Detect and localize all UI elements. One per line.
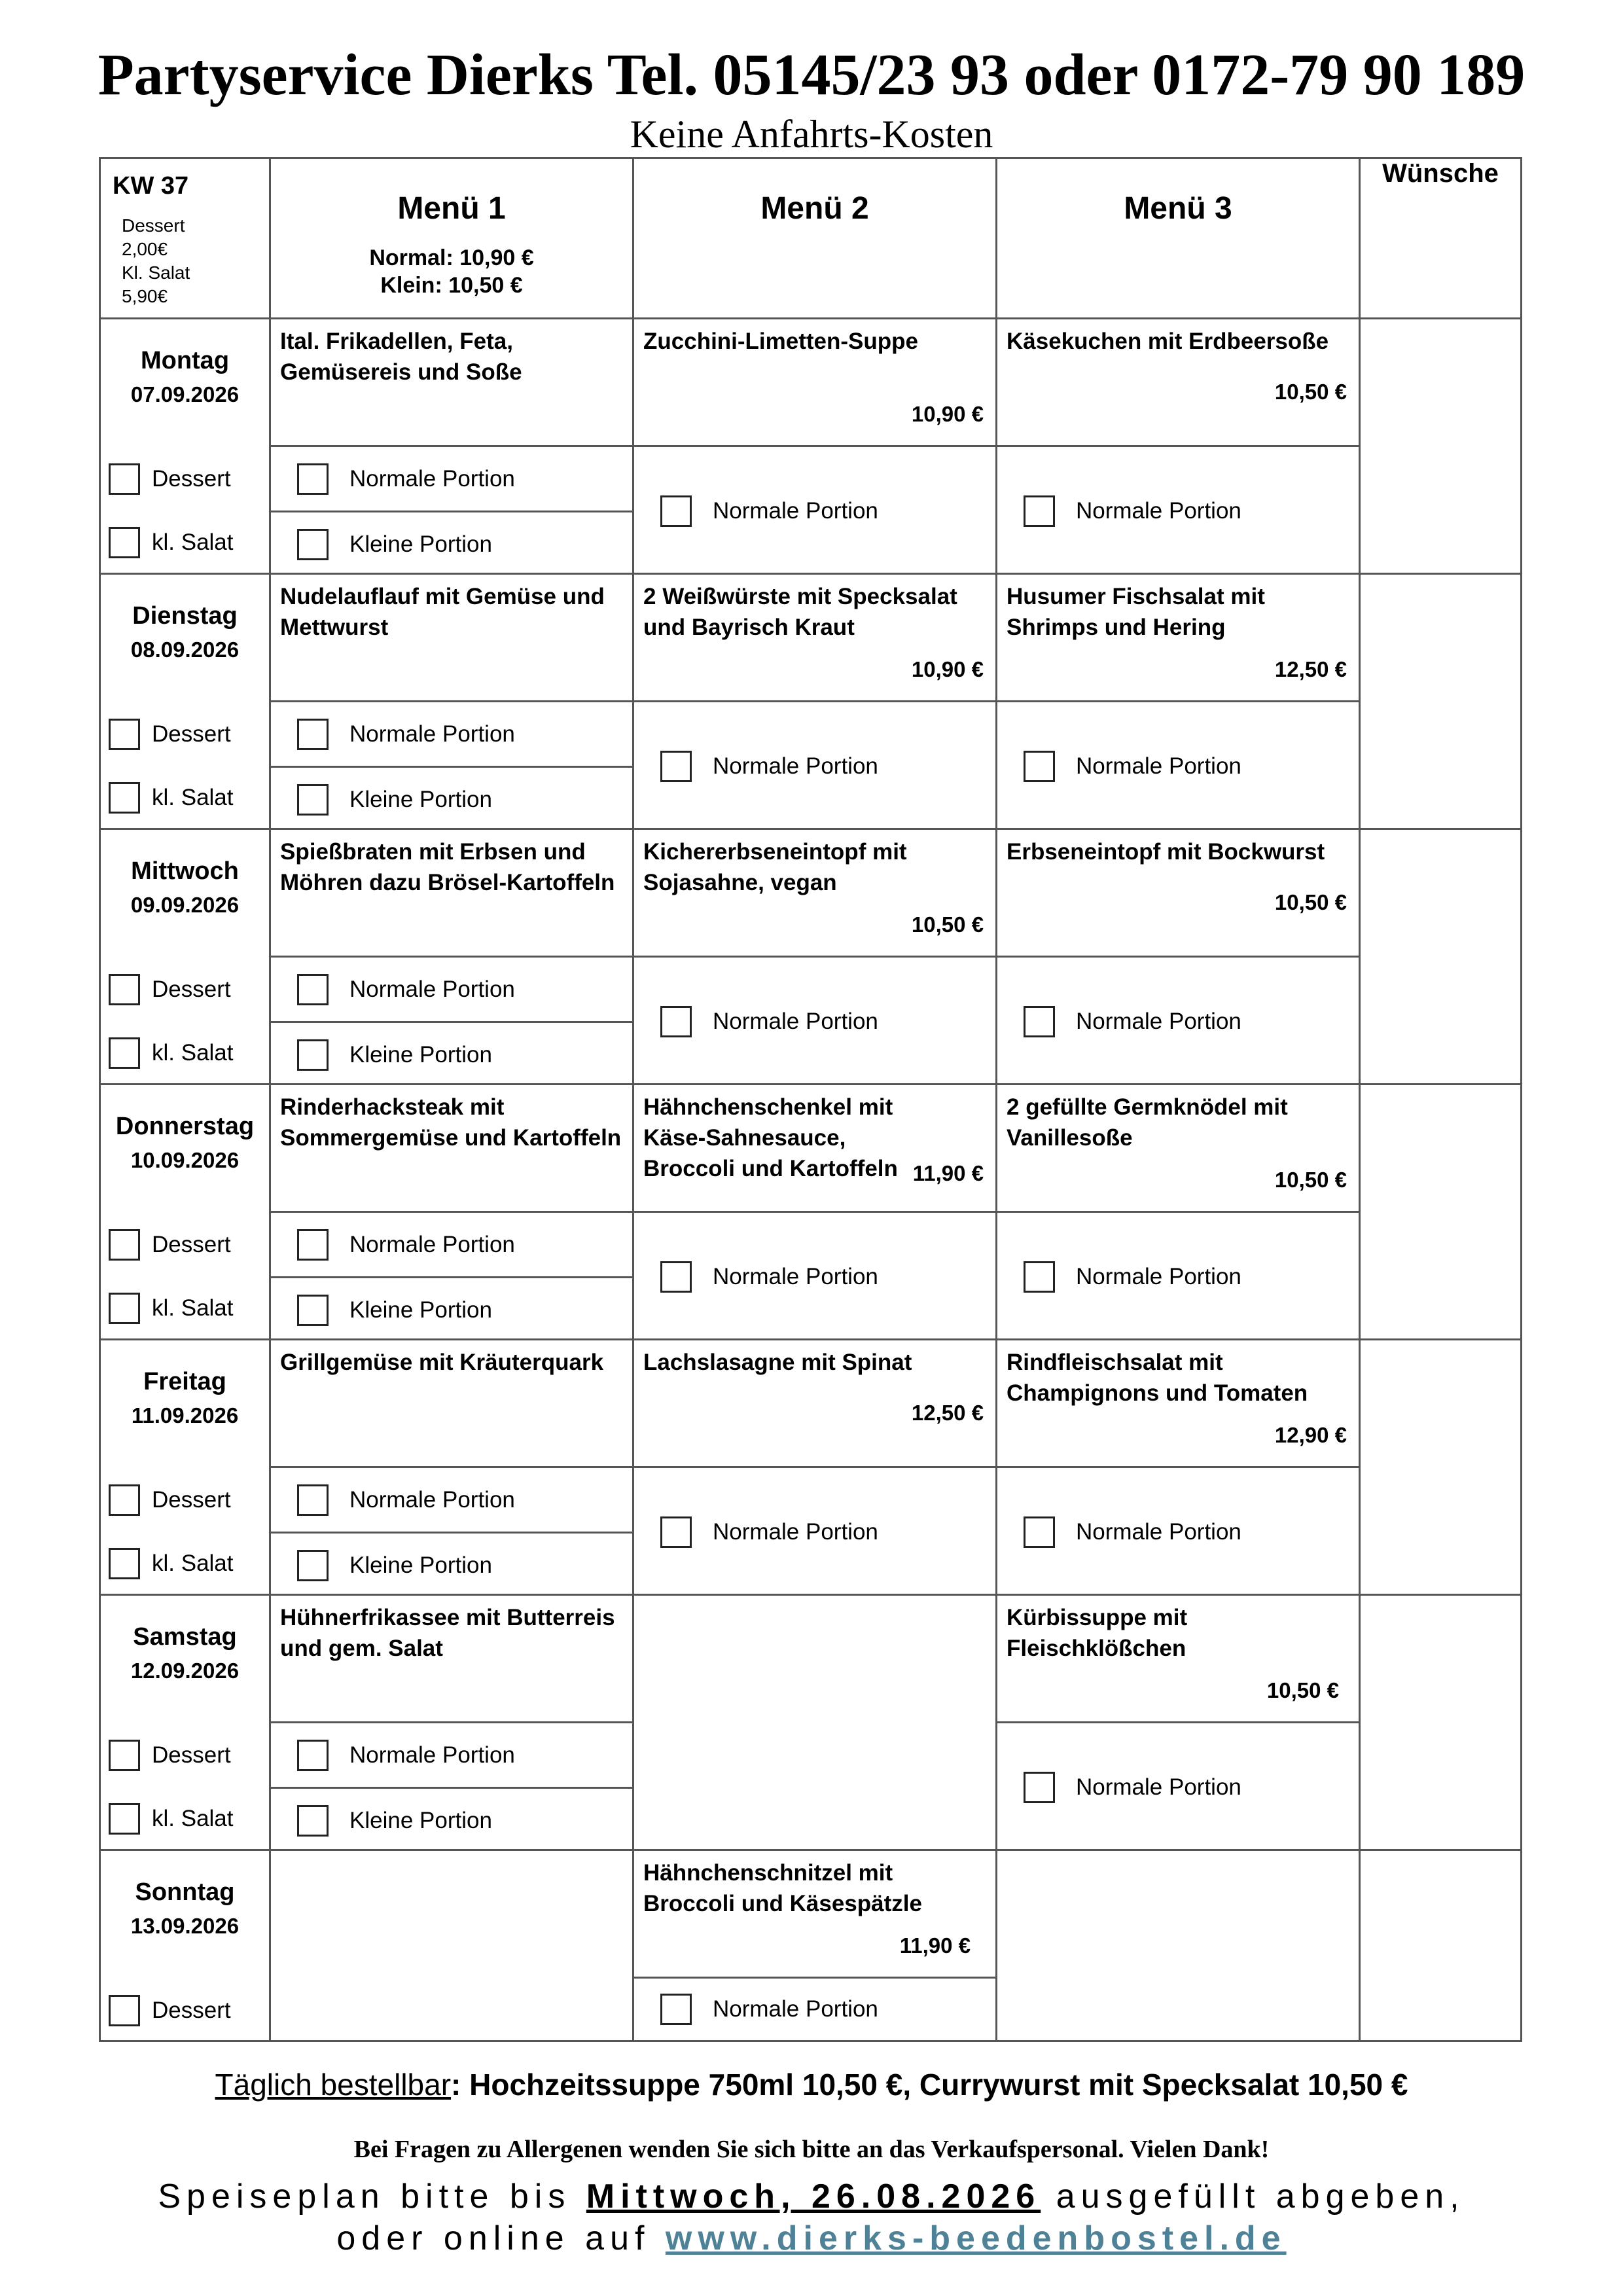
menu1-portions xyxy=(270,1212,633,1340)
dessert-checkbox[interactable] xyxy=(109,1995,140,2026)
dish-name: Spießbraten mit Erbsen und Möhren dazu Brösel-Kartoffeln xyxy=(280,839,615,895)
small-portion-option[interactable] xyxy=(271,766,632,831)
normal-portion-label: Normale Portion xyxy=(1076,1774,1241,1800)
dish-name: Rinderhacksteak mit Sommergemüse und Kartoffeln xyxy=(280,1094,622,1151)
deadline-text-before: Speiseplan bitte bis xyxy=(158,2178,571,2215)
dish-price: 10,90 € xyxy=(911,657,984,681)
normal-portion-checkbox[interactable] xyxy=(660,1006,692,1037)
day-name: Sonntag xyxy=(135,1878,235,1906)
day-options-row-montag xyxy=(100,446,1522,574)
day-row-sonntag xyxy=(100,1850,1522,1978)
dessert-option[interactable] xyxy=(101,1979,269,2042)
salad-option[interactable] xyxy=(101,766,269,829)
normal-portion-label: Normale Portion xyxy=(713,753,878,779)
salad-label: kl. Salat xyxy=(152,529,234,555)
day-options-row-mittwoch xyxy=(100,957,1522,1085)
salad-label: kl. Salat xyxy=(152,784,234,810)
dish-name: Husumer Fischsalat mit Shrimps und Hering xyxy=(1007,584,1265,640)
dessert-label: Dessert xyxy=(152,1486,231,1513)
dish-price: 10,50 € xyxy=(1274,1168,1347,1192)
normal-portion-option[interactable] xyxy=(997,702,1359,830)
day-name: Donnerstag xyxy=(115,1113,255,1140)
salad-checkbox[interactable] xyxy=(109,782,140,814)
menu1-dish xyxy=(270,829,633,957)
deadline-line xyxy=(0,2176,1623,2217)
table-header-row xyxy=(100,158,1522,319)
small-portion-label: Kleine Portion xyxy=(349,1041,492,1067)
small-portion-label: Kleine Portion xyxy=(349,1297,492,1323)
menu1-portions xyxy=(270,1723,633,1850)
normal-portion-option[interactable] xyxy=(634,1979,995,2040)
small-portion-checkbox[interactable] xyxy=(297,1039,329,1071)
dessert-checkbox[interactable] xyxy=(109,1484,140,1516)
menu2-portions xyxy=(633,446,997,574)
normal-portion-label: Normale Portion xyxy=(1076,497,1241,524)
normal-portion-option[interactable] xyxy=(634,1468,995,1596)
normal-portion-option[interactable] xyxy=(271,1468,632,1532)
normal-portion-option[interactable] xyxy=(997,447,1359,575)
small-portion-option[interactable] xyxy=(271,1787,632,1852)
small-portion-option[interactable] xyxy=(271,511,632,576)
wishes-cell[interactable] xyxy=(1360,574,1522,829)
online-text: oder online auf xyxy=(336,2219,651,2257)
day-date: 10.09.2026 xyxy=(130,1148,240,1172)
menu2-dish xyxy=(633,829,997,957)
order-instructions xyxy=(0,2176,1623,2259)
page-subtitle: Keine Anfahrts-Kosten xyxy=(630,113,993,156)
menu2-portions xyxy=(633,1212,997,1340)
dish-name: Hähnchenschenkel mit Käse-Sahnesauce, Broccoli und Kartoffeln xyxy=(643,1094,898,1181)
menu3-dish xyxy=(997,574,1360,702)
dish-name: Kürbissuppe mit Fleischklößchen xyxy=(1007,1605,1188,1661)
normal-portion-checkbox[interactable] xyxy=(297,1740,329,1771)
menu3-title: Menü 3 xyxy=(1124,191,1232,226)
wishes-cell[interactable] xyxy=(1360,829,1522,1085)
normal-portion-checkbox[interactable] xyxy=(1024,1516,1055,1548)
small-portion-option[interactable] xyxy=(271,1276,632,1342)
deadline-date: Mittwoch, 26.08.2026 xyxy=(586,2178,1041,2215)
dessert-option[interactable] xyxy=(101,958,269,1021)
menu1-prices xyxy=(271,244,632,299)
day-row-samstag xyxy=(100,1595,1522,1723)
normal-portion-label: Normale Portion xyxy=(1076,1008,1241,1034)
normal-portion-checkbox[interactable] xyxy=(1024,1261,1055,1293)
salad-label: kl. Salat xyxy=(152,1039,234,1066)
normal-portion-checkbox[interactable] xyxy=(297,1229,329,1261)
day-cell xyxy=(100,1595,270,1850)
salad-option[interactable] xyxy=(101,511,269,574)
salad-price: 5,90€ xyxy=(122,286,168,306)
menu1-title: Menü 1 xyxy=(397,191,506,226)
menu3-dish xyxy=(997,319,1360,446)
dessert-option[interactable] xyxy=(101,702,269,766)
menu2-dish xyxy=(633,1085,997,1212)
small-portion-option[interactable] xyxy=(271,1021,632,1086)
menu2-dish xyxy=(633,1340,997,1467)
dish-price: 12,90 € xyxy=(1274,1423,1347,1447)
normal-portion-option[interactable] xyxy=(271,958,632,1021)
normal-portion-label: Normale Portion xyxy=(349,465,515,492)
small-portion-checkbox[interactable] xyxy=(297,1550,329,1581)
normal-portion-label: Normale Portion xyxy=(1076,1263,1241,1289)
dish-name: 2 gefüllte Germknödel mit Vanillesoße xyxy=(1007,1094,1288,1151)
menu1-dish xyxy=(270,1595,633,1723)
normal-portion-checkbox[interactable] xyxy=(297,1484,329,1516)
normal-portion-option[interactable] xyxy=(271,1723,632,1787)
normal-portion-checkbox[interactable] xyxy=(1024,495,1055,527)
day-name: Montag xyxy=(140,347,230,374)
menu1-portions xyxy=(270,702,633,829)
dish-price: 10,50 € xyxy=(911,912,984,937)
dessert-option[interactable] xyxy=(101,447,269,511)
wishes-header: Wünsche xyxy=(1360,158,1522,319)
normal-portion-label: Normale Portion xyxy=(349,1231,515,1257)
dessert-option[interactable] xyxy=(101,1468,269,1532)
normal-portion-label: Normale Portion xyxy=(349,1742,515,1768)
salad-price-label: Kl. Salat xyxy=(122,262,190,283)
website-link[interactable]: www.dierks-beedenbostel.de xyxy=(665,2219,1287,2257)
menu2-header xyxy=(633,158,997,319)
day-date: 11.09.2026 xyxy=(131,1403,239,1427)
menu2-portions xyxy=(633,957,997,1085)
wishes-cell[interactable] xyxy=(1360,1850,1522,2041)
menu3-portions xyxy=(997,1723,1360,1850)
dessert-checkbox[interactable] xyxy=(109,719,140,750)
normal-portion-label: Normale Portion xyxy=(713,1996,878,2022)
normal-portion-label: Normale Portion xyxy=(713,1518,878,1545)
day-name: Samstag xyxy=(133,1623,237,1651)
dessert-checkbox[interactable] xyxy=(109,974,140,1005)
normal-portion-checkbox[interactable] xyxy=(660,1994,692,2025)
salad-option[interactable] xyxy=(101,1021,269,1085)
dessert-price: 2,00€ xyxy=(122,239,168,259)
salad-checkbox[interactable] xyxy=(109,1293,140,1324)
dish-name: Rindfleischsalat mit Champignons und Tomaten xyxy=(1007,1350,1308,1406)
menu3-dish xyxy=(997,1085,1360,1212)
menu3-portions xyxy=(997,1467,1360,1595)
menu3-dish xyxy=(997,829,1360,957)
menu-plan-table xyxy=(99,157,1522,2042)
salad-checkbox[interactable] xyxy=(109,1037,140,1069)
menu1-header xyxy=(270,158,633,319)
normal-portion-option[interactable] xyxy=(997,1213,1359,1340)
dish-name: Nudelauflauf mit Gemüse und Mettwurst xyxy=(280,584,605,640)
normal-portion-checkbox[interactable] xyxy=(297,463,329,495)
dish-name: Hähnchenschnitzel mit Broccoli und Käsespätzle xyxy=(643,1860,922,1916)
day-cell xyxy=(100,1340,270,1595)
dish-name: Käsekuchen mit Erdbeersoße xyxy=(1007,329,1329,354)
dish-price: 10,50 € xyxy=(1274,380,1347,404)
normal-portion-checkbox[interactable] xyxy=(1024,751,1055,782)
salad-option[interactable] xyxy=(101,1276,269,1340)
dish-name: Kichererbseneintopf mit Sojasahne, vegan xyxy=(643,839,907,895)
menu3-portions xyxy=(997,957,1360,1085)
allergen-note: Bei Fragen zu Allergenen wenden Sie sich bitte an das Verkaufspersonal. Vielen Dank! xyxy=(353,2136,1270,2163)
normal-portion-checkbox[interactable] xyxy=(660,1261,692,1293)
daily-offer-label: Täglich bestellbar xyxy=(215,2068,452,2102)
menu2-portions xyxy=(633,1467,997,1595)
dessert-label: Dessert xyxy=(152,721,231,747)
small-portion-checkbox[interactable] xyxy=(297,529,329,560)
normal-portion-option[interactable] xyxy=(634,447,995,575)
dish-price: 10,50 € xyxy=(1274,890,1347,914)
menu2-title: Menü 2 xyxy=(760,191,869,226)
normal-portion-checkbox[interactable] xyxy=(297,974,329,1005)
menu2-dish xyxy=(633,1850,997,1978)
daily-offer-items: : Hochzeitssuppe 750ml 10,50 €, Currywurst mit Specksalat 10,50 € xyxy=(451,2068,1408,2102)
menu3-dish xyxy=(997,1595,1360,1723)
menu3-portions xyxy=(997,446,1360,574)
normal-portion-label: Normale Portion xyxy=(713,1008,878,1034)
day-options-row-donnerstag xyxy=(100,1212,1522,1340)
page-header xyxy=(0,39,1623,157)
normal-portion-label: Normale Portion xyxy=(713,1263,878,1289)
normal-portion-option[interactable] xyxy=(271,447,632,511)
dessert-option[interactable] xyxy=(101,1723,269,1787)
week-info-cell xyxy=(100,158,270,319)
normal-portion-option[interactable] xyxy=(634,702,995,830)
menu3-portions xyxy=(997,702,1360,829)
day-options-row-dienstag xyxy=(100,702,1522,829)
day-cell xyxy=(100,574,270,829)
day-name: Freitag xyxy=(143,1368,226,1395)
dessert-checkbox[interactable] xyxy=(109,1740,140,1771)
dessert-label: Dessert xyxy=(152,976,231,1002)
dessert-label: Dessert xyxy=(152,465,231,492)
normal-portion-option[interactable] xyxy=(997,1723,1359,1851)
menu1-portions xyxy=(270,957,633,1085)
dish-name: Ital. Frikadellen, Feta, Gemüsereis und Soße xyxy=(280,329,522,385)
menu1-dish xyxy=(270,319,633,446)
dish-name: Hühnerfrikassee mit Butterreis und gem. Salat xyxy=(280,1605,615,1661)
menu1-portions xyxy=(270,1467,633,1595)
normal-portion-checkbox[interactable] xyxy=(660,495,692,527)
menu2-portions xyxy=(633,1978,997,2041)
day-row-dienstag xyxy=(100,574,1522,702)
menu2-portions xyxy=(633,702,997,829)
menu2-dish xyxy=(633,574,997,702)
salad-checkbox[interactable] xyxy=(109,527,140,558)
day-date: 08.09.2026 xyxy=(130,637,240,662)
day-name: Dienstag xyxy=(132,602,238,630)
salad-label: kl. Salat xyxy=(152,1295,234,1321)
day-date: 13.09.2026 xyxy=(130,1914,240,1938)
day-name: Mittwoch xyxy=(131,857,239,885)
salad-checkbox[interactable] xyxy=(109,1548,140,1579)
menu1-dish xyxy=(270,1340,633,1467)
dessert-label: Dessert xyxy=(152,1997,231,2023)
normal-portion-checkbox[interactable] xyxy=(1024,1006,1055,1037)
salad-label: kl. Salat xyxy=(152,1550,234,1576)
online-line xyxy=(0,2217,1623,2259)
day-cell xyxy=(100,319,270,574)
dish-name: Zucchini-Limetten-Suppe xyxy=(643,329,918,354)
dish-price: 11,90 € xyxy=(912,1161,984,1185)
normal-portion-label: Normale Portion xyxy=(713,497,878,524)
day-cell xyxy=(100,1850,270,2041)
menu2-dish xyxy=(633,319,997,446)
day-date: 09.09.2026 xyxy=(130,893,240,917)
menu2-empty-cell xyxy=(633,1595,997,1850)
small-portion-checkbox[interactable] xyxy=(297,784,329,816)
normal-portion-checkbox[interactable] xyxy=(660,1516,692,1548)
day-row-donnerstag xyxy=(100,1085,1522,1212)
normal-portion-label: Normale Portion xyxy=(349,976,515,1002)
normal-portion-checkbox[interactable] xyxy=(297,719,329,750)
normal-portion-label: Normale Portion xyxy=(1076,753,1241,779)
normal-portion-label: Normale Portion xyxy=(349,721,515,747)
menu1-dish xyxy=(270,574,633,702)
normal-portion-label: Normale Portion xyxy=(1076,1518,1241,1545)
dish-name: Erbseneintopf mit Bockwurst xyxy=(1007,839,1325,865)
day-date: 07.09.2026 xyxy=(130,382,240,406)
salad-option[interactable] xyxy=(101,1787,269,1850)
normal-portion-option[interactable] xyxy=(997,958,1359,1085)
small-portion-checkbox[interactable] xyxy=(297,1295,329,1326)
normal-portion-checkbox[interactable] xyxy=(1024,1772,1055,1803)
dessert-price-label: Dessert xyxy=(122,215,185,236)
dish-price: 12,50 € xyxy=(1274,657,1347,681)
normal-portion-checkbox[interactable] xyxy=(660,751,692,782)
small-portion-checkbox[interactable] xyxy=(297,1805,329,1837)
menu1-normal-price: Normal: 10,90 € xyxy=(369,245,534,270)
day-options-row-freitag xyxy=(100,1467,1522,1595)
normal-portion-option[interactable] xyxy=(634,958,995,1085)
dessert-label: Dessert xyxy=(152,1742,231,1768)
dish-name: Grillgemüse mit Kräuterquark xyxy=(280,1350,604,1375)
normal-portion-option[interactable] xyxy=(997,1468,1359,1596)
day-row-montag xyxy=(100,319,1522,446)
deadline-text-after: ausgefüllt abgeben, xyxy=(1056,2178,1465,2215)
extras-prices xyxy=(122,214,190,308)
small-portion-label: Kleine Portion xyxy=(349,531,492,557)
menu3-header xyxy=(997,158,1360,319)
dish-name: 2 Weißwürste mit Specksalat und Bayrisch Kraut xyxy=(643,584,957,640)
dessert-checkbox[interactable] xyxy=(109,463,140,495)
menu3-dish xyxy=(997,1340,1360,1467)
menu1-dish xyxy=(270,1085,633,1212)
salad-option[interactable] xyxy=(101,1532,269,1595)
normal-portion-option[interactable] xyxy=(271,1213,632,1276)
dish-price: 11,90 € xyxy=(899,1933,971,1958)
day-row-mittwoch xyxy=(100,829,1522,957)
normal-portion-label: Normale Portion xyxy=(349,1486,515,1513)
wishes-cell[interactable] xyxy=(1360,319,1522,574)
page-title: Partyservice Dierks Tel. 05145/23 93 oder 0172-79 90 189 xyxy=(98,43,1525,107)
menu3-empty-cell xyxy=(997,1850,1360,2041)
small-portion-option[interactable] xyxy=(271,1532,632,1597)
dish-price: 10,50 € xyxy=(1266,1678,1339,1702)
day-cell xyxy=(100,1085,270,1340)
wishes-cell[interactable] xyxy=(1360,1340,1522,1595)
day-row-freitag xyxy=(100,1340,1522,1467)
salad-checkbox[interactable] xyxy=(109,1803,140,1835)
dish-price: 10,90 € xyxy=(911,402,984,426)
dessert-checkbox[interactable] xyxy=(109,1229,140,1261)
dish-price: 12,50 € xyxy=(911,1401,984,1425)
small-portion-label: Kleine Portion xyxy=(349,1807,492,1833)
dessert-option[interactable] xyxy=(101,1213,269,1276)
normal-portion-option[interactable] xyxy=(634,1213,995,1340)
small-portion-label: Kleine Portion xyxy=(349,1552,492,1578)
menu1-portions xyxy=(270,446,633,574)
wishes-cell[interactable] xyxy=(1360,1085,1522,1340)
menu3-portions xyxy=(997,1212,1360,1340)
calendar-week: KW 37 xyxy=(113,172,189,200)
small-portion-label: Kleine Portion xyxy=(349,786,492,812)
dish-name: Lachslasagne mit Spinat xyxy=(643,1350,912,1375)
wishes-cell[interactable] xyxy=(1360,1595,1522,1850)
normal-portion-option[interactable] xyxy=(271,702,632,766)
daily-offer xyxy=(0,2067,1623,2102)
dessert-label: Dessert xyxy=(152,1231,231,1257)
menu1-small-price: Klein: 10,50 € xyxy=(380,273,523,298)
salad-label: kl. Salat xyxy=(152,1805,234,1831)
day-cell xyxy=(100,829,270,1085)
day-date: 12.09.2026 xyxy=(130,1659,240,1683)
menu1-empty-cell xyxy=(270,1850,633,2041)
